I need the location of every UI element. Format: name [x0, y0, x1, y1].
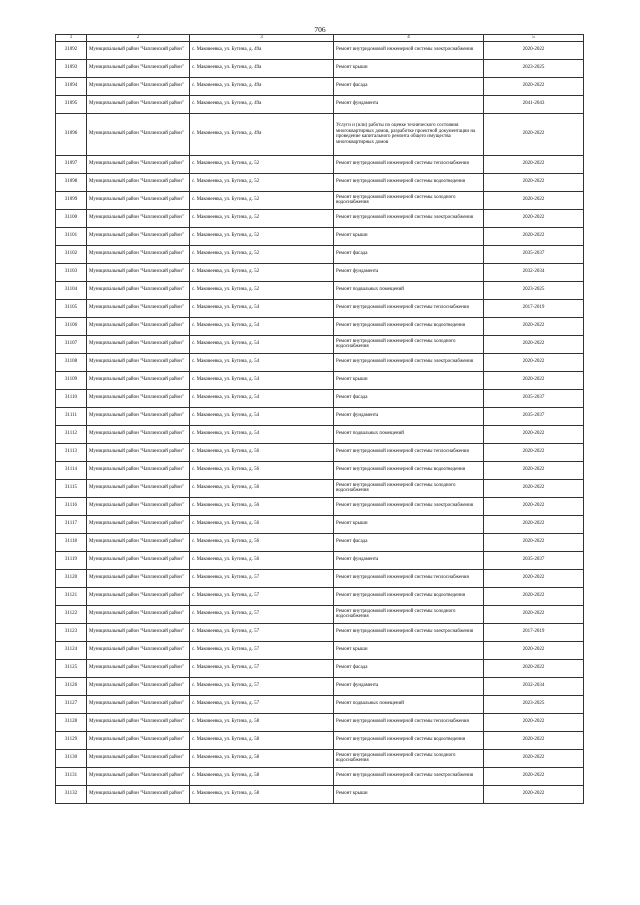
- work-type-cell: Ремонт внутридомовой инженерной системы электроснабжения: [334, 497, 484, 515]
- address-cell: с. Маковеевка, ул. Бутина, д. 58: [190, 731, 334, 749]
- period-cell: 2020-2022: [484, 173, 584, 191]
- work-type-cell: Ремонт крыши: [334, 515, 484, 533]
- page-number: 706: [314, 25, 326, 34]
- table-row: [56, 731, 584, 749]
- municipality-cell: Муниципальный район "Чаплинский район": [87, 587, 190, 605]
- table-row: [56, 425, 584, 443]
- table-row: [56, 407, 584, 425]
- header-col-1: 1: [56, 35, 87, 42]
- row-number: 31128: [56, 713, 87, 731]
- address-cell: с. Маковеевка, ул. Бутина, д. 52: [190, 173, 334, 191]
- municipality-cell: Муниципальный район "Чаплинский район": [87, 731, 190, 749]
- table-row: [56, 263, 584, 281]
- address-cell: с. Маковеевка, ул. Бутина, д. 56: [190, 479, 334, 497]
- municipality-cell: Муниципальный район "Чаплинский район": [87, 173, 190, 191]
- address-cell: с. Маковеевка, ул. Бутина, д. 56: [190, 461, 334, 479]
- work-type-cell: Ремонт внутридомовой инженерной системы теплоснабжения: [334, 443, 484, 461]
- row-number: 31127: [56, 695, 87, 713]
- address-cell: с. Маковеевка, ул. Бутина, д. 54: [190, 389, 334, 407]
- work-type-cell: Ремонт внутридомовой инженерной системы теплоснабжения: [334, 713, 484, 731]
- municipality-cell: Муниципальный район "Чаплинский район": [87, 95, 190, 113]
- row-number: 31099: [56, 191, 87, 209]
- header-col-5: 5: [484, 35, 584, 42]
- work-type-cell: Ремонт внутридомовой инженерной системы холодного водоснабжения: [334, 479, 484, 497]
- address-cell: с. Маковеевка, ул. Бутина, д. 57: [190, 677, 334, 695]
- row-number: 31092: [56, 41, 87, 59]
- work-type-cell: Ремонт внутридомовой инженерной системы электроснабжения: [334, 623, 484, 641]
- municipality-cell: Муниципальный район "Чаплинский район": [87, 77, 190, 95]
- table-row: [56, 317, 584, 335]
- period-cell: 2020-2022: [484, 785, 584, 803]
- address-cell: с. Маковеевка, ул. Бутина, д. 58: [190, 767, 334, 785]
- period-cell: 2020-2022: [484, 659, 584, 677]
- work-type-cell: Ремонт внутридомовой инженерной системы теплоснабжения: [334, 299, 484, 317]
- row-number: 31107: [56, 335, 87, 353]
- work-type-cell: Ремонт внутридомовой инженерной системы электроснабжения: [334, 767, 484, 785]
- table-row: [56, 587, 584, 605]
- table-row: [56, 59, 584, 77]
- work-type-cell: Ремонт внутридомовой инженерной системы холодного водоснабжения: [334, 191, 484, 209]
- work-type-cell: Ремонт крыши: [334, 227, 484, 245]
- period-cell: 2020-2022: [484, 41, 584, 59]
- period-cell: 2035-2037: [484, 407, 584, 425]
- row-number: 31114: [56, 461, 87, 479]
- period-cell: 2035-2037: [484, 389, 584, 407]
- work-type-cell: Ремонт внутридомовой инженерной системы водоотведения: [334, 731, 484, 749]
- work-type-cell: Ремонт фундамента: [334, 407, 484, 425]
- table-row: [56, 245, 584, 263]
- period-cell: 2020-2022: [484, 605, 584, 623]
- period-cell: 2035-2037: [484, 245, 584, 263]
- row-number: 31119: [56, 551, 87, 569]
- address-cell: с. Маковеевка, ул. Бутина, д. 52: [190, 245, 334, 263]
- table-row: [56, 191, 584, 209]
- row-number: 31110: [56, 389, 87, 407]
- period-cell: 2020-2022: [484, 371, 584, 389]
- table-row: [56, 479, 584, 497]
- table-row: [56, 785, 584, 803]
- table-row: [56, 461, 584, 479]
- table-row: [56, 95, 584, 113]
- table-row: [56, 227, 584, 245]
- table-row: [56, 41, 584, 59]
- period-cell: 2017-2019: [484, 299, 584, 317]
- row-number: 31096: [56, 113, 87, 155]
- period-cell: 2020-2022: [484, 479, 584, 497]
- municipality-cell: Муниципальный район "Чаплинский район": [87, 695, 190, 713]
- period-cell: 2020-2022: [484, 209, 584, 227]
- period-cell: 2020-2022: [484, 113, 584, 155]
- municipality-cell: Муниципальный район "Чаплинский район": [87, 515, 190, 533]
- municipality-cell: Муниципальный район "Чаплинский район": [87, 533, 190, 551]
- municipality-cell: Муниципальный район "Чаплинский район": [87, 281, 190, 299]
- address-cell: с. Маковеевка, ул. Бутина, д. 57: [190, 659, 334, 677]
- header-row: [56, 35, 584, 42]
- row-number: 31112: [56, 425, 87, 443]
- work-type-cell: Ремонт фасада: [334, 533, 484, 551]
- work-type-cell: Ремонт внутридомовой инженерной системы водоотведения: [334, 587, 484, 605]
- address-cell: с. Маковеевка, ул. Бутина, д. 54: [190, 425, 334, 443]
- row-number: 31097: [56, 155, 87, 173]
- work-type-cell: Ремонт внутридомовой инженерной системы холодного водоснабжения: [334, 749, 484, 767]
- header-col-3: 3: [190, 35, 334, 42]
- municipality-cell: Муниципальный район "Чаплинский район": [87, 623, 190, 641]
- table-row: [56, 659, 584, 677]
- row-number: 31098: [56, 173, 87, 191]
- row-number: 31129: [56, 731, 87, 749]
- period-cell: 2020-2022: [484, 713, 584, 731]
- address-cell: с. Маковеевка, ул. Бутина, д. 54: [190, 353, 334, 371]
- municipality-cell: Муниципальный район "Чаплинский район": [87, 113, 190, 155]
- row-number: 31101: [56, 227, 87, 245]
- municipality-cell: Муниципальный район "Чаплинский район": [87, 641, 190, 659]
- table-row: [56, 497, 584, 515]
- table-row: [56, 767, 584, 785]
- municipality-cell: Муниципальный район "Чаплинский район": [87, 479, 190, 497]
- municipality-cell: Муниципальный район "Чаплинский район": [87, 425, 190, 443]
- row-number: 31122: [56, 605, 87, 623]
- table-row: [56, 209, 584, 227]
- period-cell: 2020-2022: [484, 425, 584, 443]
- work-type-cell: Ремонт внутридомовой инженерной системы теплоснабжения: [334, 155, 484, 173]
- row-number: 31130: [56, 749, 87, 767]
- address-cell: с. Маковеевка, ул. Бутина, д. 49а: [190, 95, 334, 113]
- period-cell: 2020-2022: [484, 515, 584, 533]
- row-number: 31126: [56, 677, 87, 695]
- period-cell: 2041-2043: [484, 95, 584, 113]
- row-number: 31132: [56, 785, 87, 803]
- municipality-cell: Муниципальный район "Чаплинский район": [87, 443, 190, 461]
- row-number: 31106: [56, 317, 87, 335]
- period-cell: 2035-2037: [484, 551, 584, 569]
- table-row: [56, 677, 584, 695]
- work-type-cell: Ремонт фасада: [334, 245, 484, 263]
- work-type-cell: Ремонт фундамента: [334, 95, 484, 113]
- table-row: [56, 77, 584, 95]
- row-number: 31093: [56, 59, 87, 77]
- address-cell: с. Маковеевка, ул. Бутина, д. 49а: [190, 113, 334, 155]
- address-cell: с. Маковеевка, ул. Бутина, д. 49а: [190, 77, 334, 95]
- row-number: 31117: [56, 515, 87, 533]
- row-number: 31108: [56, 353, 87, 371]
- address-cell: с. Маковеевка, ул. Бутина, д. 57: [190, 623, 334, 641]
- period-cell: 2023-2025: [484, 59, 584, 77]
- row-number: 31095: [56, 95, 87, 113]
- municipality-cell: Муниципальный район "Чаплинский район": [87, 335, 190, 353]
- table-row: [56, 155, 584, 173]
- address-cell: с. Маковеевка, ул. Бутина, д. 57: [190, 569, 334, 587]
- municipality-cell: Муниципальный район "Чаплинский район": [87, 353, 190, 371]
- address-cell: с. Маковеевка, ул. Бутина, д. 58: [190, 785, 334, 803]
- address-cell: с. Маковеевка, ул. Бутина, д. 58: [190, 713, 334, 731]
- work-type-cell: Ремонт внутридомовой инженерной системы электроснабжения: [334, 209, 484, 227]
- table-row: [56, 569, 584, 587]
- row-number: 31109: [56, 371, 87, 389]
- row-number: 31118: [56, 533, 87, 551]
- municipality-cell: Муниципальный район "Чаплинский район": [87, 749, 190, 767]
- table-row: [56, 551, 584, 569]
- period-cell: 2020-2022: [484, 317, 584, 335]
- row-number: 31102: [56, 245, 87, 263]
- work-type-cell: Ремонт фундамента: [334, 551, 484, 569]
- row-number: 31125: [56, 659, 87, 677]
- period-cell: 2020-2022: [484, 569, 584, 587]
- municipality-cell: Муниципальный район "Чаплинский район": [87, 569, 190, 587]
- address-cell: с. Маковеевка, ул. Бутина, д. 52: [190, 155, 334, 173]
- work-type-cell: Ремонт подвальных помещений: [334, 425, 484, 443]
- address-cell: с. Маковеевка, ул. Бутина, д. 57: [190, 605, 334, 623]
- period-cell: 2017-2019: [484, 623, 584, 641]
- work-type-cell: Ремонт внутридомовой инженерной системы водоотведения: [334, 173, 484, 191]
- period-cell: 2023-2025: [484, 281, 584, 299]
- municipality-cell: Муниципальный район "Чаплинский район": [87, 767, 190, 785]
- municipality-cell: Муниципальный район "Чаплинский район": [87, 317, 190, 335]
- table-row: [56, 695, 584, 713]
- address-cell: с. Маковеевка, ул. Бутина, д. 54: [190, 335, 334, 353]
- table-row: [56, 173, 584, 191]
- table-row: [56, 389, 584, 407]
- address-cell: с. Маковеевка, ул. Бутина, д. 52: [190, 227, 334, 245]
- period-cell: 2032-2034: [484, 263, 584, 281]
- municipality-cell: Муниципальный район "Чаплинский район": [87, 461, 190, 479]
- work-type-cell: Ремонт внутридомовой инженерной системы водоотведения: [334, 461, 484, 479]
- table-row: [56, 299, 584, 317]
- municipality-cell: Муниципальный район "Чаплинский район": [87, 41, 190, 59]
- municipality-cell: Муниципальный район "Чаплинский район": [87, 659, 190, 677]
- municipality-cell: Муниципальный район "Чаплинский район": [87, 407, 190, 425]
- period-cell: 2020-2022: [484, 731, 584, 749]
- period-cell: 2020-2022: [484, 155, 584, 173]
- row-number: 31123: [56, 623, 87, 641]
- municipality-cell: Муниципальный район "Чаплинский район": [87, 497, 190, 515]
- address-cell: с. Маковеевка, ул. Бутина, д. 54: [190, 299, 334, 317]
- address-cell: с. Маковеевка, ул. Бутина, д. 49а: [190, 59, 334, 77]
- row-number: 31105: [56, 299, 87, 317]
- work-type-cell: Услуги и (или) работы по оценке технического состояния многоквартирных домов, разработке проектной документации на проведение капитального ремонта общего имущества многоквартирных домов: [334, 113, 484, 155]
- table-row: [56, 749, 584, 767]
- municipality-cell: Муниципальный район "Чаплинский район": [87, 605, 190, 623]
- table-row: [56, 113, 584, 155]
- address-cell: с. Маковеевка, ул. Бутина, д. 56: [190, 515, 334, 533]
- period-cell: 2020-2022: [484, 443, 584, 461]
- address-cell: с. Маковеевка, ул. Бутина, д. 49а: [190, 41, 334, 59]
- work-type-cell: Ремонт внутридомовой инженерной системы холодного водоснабжения: [334, 605, 484, 623]
- work-type-cell: Ремонт фасада: [334, 77, 484, 95]
- address-cell: с. Маковеевка, ул. Бутина, д. 57: [190, 587, 334, 605]
- table-row: [56, 623, 584, 641]
- address-cell: с. Маковеевка, ул. Бутина, д. 52: [190, 263, 334, 281]
- table-row: [56, 443, 584, 461]
- municipality-cell: Муниципальный район "Чаплинский район": [87, 59, 190, 77]
- municipality-cell: Муниципальный район "Чаплинский район": [87, 209, 190, 227]
- table-row: [56, 713, 584, 731]
- table-row: [56, 335, 584, 353]
- municipality-cell: Муниципальный район "Чаплинский район": [87, 263, 190, 281]
- work-type-cell: Ремонт крыши: [334, 641, 484, 659]
- municipality-cell: Муниципальный район "Чаплинский район": [87, 785, 190, 803]
- period-cell: 2020-2022: [484, 461, 584, 479]
- municipality-cell: Муниципальный район "Чаплинский район": [87, 245, 190, 263]
- row-number: 31131: [56, 767, 87, 785]
- address-cell: с. Маковеевка, ул. Бутина, д. 52: [190, 209, 334, 227]
- row-number: 31104: [56, 281, 87, 299]
- row-number: 31116: [56, 497, 87, 515]
- period-cell: 2020-2022: [484, 641, 584, 659]
- address-cell: с. Маковеевка, ул. Бутина, д. 54: [190, 407, 334, 425]
- address-cell: с. Маковеевка, ул. Бутина, д. 57: [190, 695, 334, 713]
- address-cell: с. Маковеевка, ул. Бутина, д. 56: [190, 533, 334, 551]
- work-type-cell: Ремонт фундамента: [334, 263, 484, 281]
- header-col-4: 4: [334, 35, 484, 42]
- row-number: 31111: [56, 407, 87, 425]
- period-cell: 2020-2022: [484, 77, 584, 95]
- header-col-2: 2: [87, 35, 190, 42]
- period-cell: 2020-2022: [484, 533, 584, 551]
- period-cell: 2020-2022: [484, 353, 584, 371]
- period-cell: 2020-2022: [484, 227, 584, 245]
- work-type-cell: Ремонт внутридомовой инженерной системы электроснабжения: [334, 41, 484, 59]
- address-cell: с. Маковеевка, ул. Бутина, д. 57: [190, 641, 334, 659]
- table-row: [56, 371, 584, 389]
- table-body: [56, 41, 584, 803]
- address-cell: с. Маковеевка, ул. Бутина, д. 52: [190, 191, 334, 209]
- address-cell: с. Маковеевка, ул. Бутина, д. 52: [190, 281, 334, 299]
- work-type-cell: Ремонт крыши: [334, 59, 484, 77]
- municipality-cell: Муниципальный район "Чаплинский район": [87, 389, 190, 407]
- municipality-cell: Муниципальный район "Чаплинский район": [87, 191, 190, 209]
- address-cell: с. Маковеевка, ул. Бутина, д. 54: [190, 371, 334, 389]
- table-row: [56, 641, 584, 659]
- work-type-cell: Ремонт фасада: [334, 659, 484, 677]
- work-type-cell: Ремонт внутридомовой инженерной системы электроснабжения: [334, 353, 484, 371]
- period-cell: 2020-2022: [484, 767, 584, 785]
- work-type-cell: Ремонт фасада: [334, 389, 484, 407]
- table-row: [56, 515, 584, 533]
- work-type-cell: Ремонт подвальных помещений: [334, 695, 484, 713]
- municipality-cell: Муниципальный район "Чаплинский район": [87, 227, 190, 245]
- row-number: 31100: [56, 209, 87, 227]
- period-cell: 2020-2022: [484, 749, 584, 767]
- table-row: [56, 281, 584, 299]
- address-cell: с. Маковеевка, ул. Бутина, д. 56: [190, 551, 334, 569]
- row-number: 31115: [56, 479, 87, 497]
- table-row: [56, 353, 584, 371]
- work-type-cell: Ремонт внутридомовой инженерной системы водоотведения: [334, 317, 484, 335]
- capital-repair-table: [55, 34, 584, 804]
- row-number: 31120: [56, 569, 87, 587]
- work-type-cell: Ремонт подвальных помещений: [334, 281, 484, 299]
- work-type-cell: Ремонт внутридомовой инженерной системы холодного водоснабжения: [334, 335, 484, 353]
- row-number: 31124: [56, 641, 87, 659]
- municipality-cell: Муниципальный район "Чаплинский район": [87, 155, 190, 173]
- municipality-cell: Муниципальный район "Чаплинский район": [87, 677, 190, 695]
- municipality-cell: Муниципальный район "Чаплинский район": [87, 713, 190, 731]
- work-type-cell: Ремонт крыши: [334, 371, 484, 389]
- row-number: 31094: [56, 77, 87, 95]
- table-row: [56, 605, 584, 623]
- address-cell: с. Маковеевка, ул. Бутина, д. 56: [190, 443, 334, 461]
- municipality-cell: Муниципальный район "Чаплинский район": [87, 371, 190, 389]
- row-number: 31113: [56, 443, 87, 461]
- municipality-cell: Муниципальный район "Чаплинский район": [87, 299, 190, 317]
- address-cell: с. Маковеевка, ул. Бутина, д. 56: [190, 497, 334, 515]
- period-cell: 2023-2025: [484, 695, 584, 713]
- address-cell: с. Маковеевка, ул. Бутина, д. 54: [190, 317, 334, 335]
- municipality-cell: Муниципальный район "Чаплинский район": [87, 551, 190, 569]
- row-number: 31121: [56, 587, 87, 605]
- table-row: [56, 533, 584, 551]
- period-cell: 2020-2022: [484, 335, 584, 353]
- work-type-cell: Ремонт крыши: [334, 785, 484, 803]
- work-type-cell: Ремонт фундамента: [334, 677, 484, 695]
- work-type-cell: Ремонт внутридомовой инженерной системы теплоснабжения: [334, 569, 484, 587]
- address-cell: с. Маковеевка, ул. Бутина, д. 58: [190, 749, 334, 767]
- period-cell: 2020-2022: [484, 587, 584, 605]
- period-cell: 2020-2022: [484, 497, 584, 515]
- period-cell: 2020-2022: [484, 191, 584, 209]
- row-number: 31103: [56, 263, 87, 281]
- period-cell: 2032-2034: [484, 677, 584, 695]
